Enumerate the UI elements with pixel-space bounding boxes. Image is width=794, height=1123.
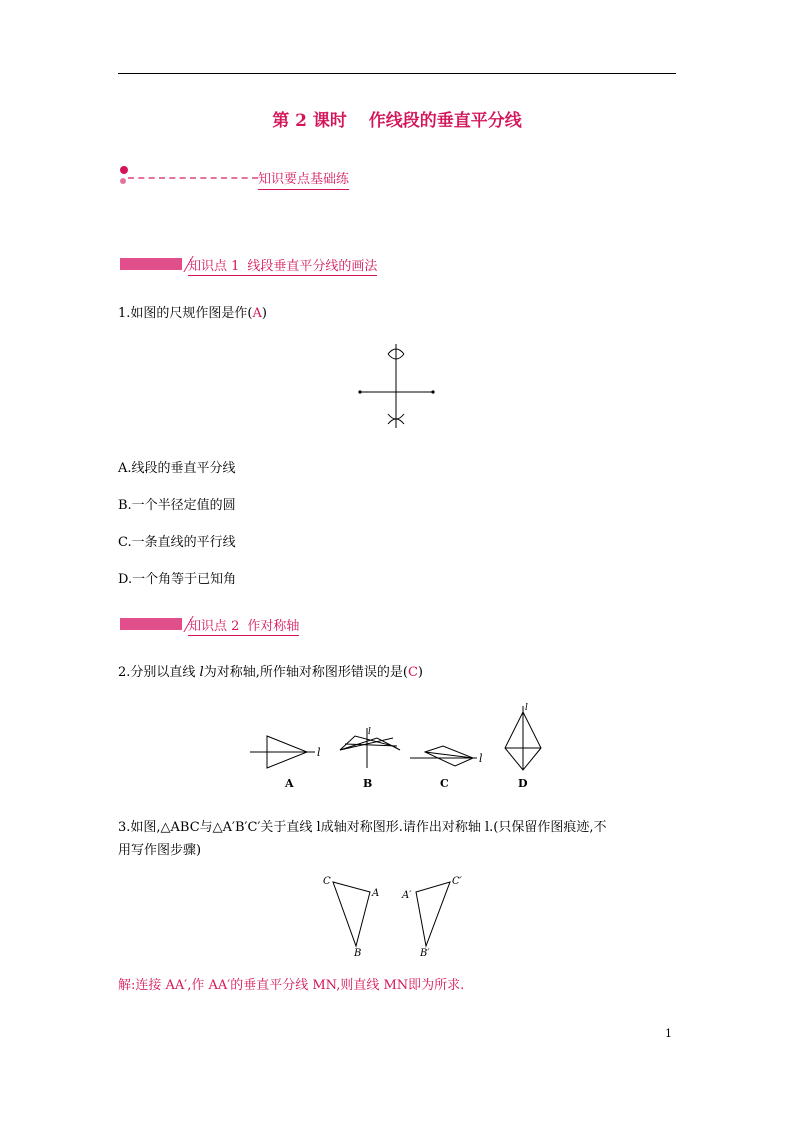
svg-text:l: l	[368, 727, 371, 737]
page-title	[0, 106, 794, 131]
option-d: D.一个角等于已知角	[118, 572, 237, 587]
svg-text:C′: C′	[452, 876, 462, 887]
question-1-stem: 1.如图的尺规作图是作(A)	[118, 306, 267, 321]
lesson-topic: 作线段的垂直平分线	[368, 111, 522, 131]
question-2-answer: C	[407, 665, 418, 680]
section-label: 知识要点基础练	[258, 168, 349, 190]
section-dashed-line	[128, 177, 258, 179]
question-2-stem: 2.分别以直线 l为对称轴,所作轴对称图形错误的是(C)	[118, 665, 423, 680]
figure-d	[505, 703, 541, 790]
kp-label: 知识点 2 作对称轴	[188, 615, 299, 636]
svg-text:B′: B′	[420, 948, 430, 959]
svg-text:l: l	[479, 752, 483, 765]
section-dots-icon	[120, 166, 128, 188]
option-c: C.一条直线的平行线	[118, 535, 236, 550]
kp-bar-icon	[120, 258, 182, 270]
svg-text:l: l	[525, 703, 528, 713]
question-2-figures	[245, 700, 565, 795]
question-3-figure	[318, 872, 478, 962]
kp-label: 知识点 1 线段垂直平分线的画法	[188, 255, 377, 276]
figure-label-d: D	[518, 777, 528, 790]
question-3-line-1: 3.如图,△ABC与△A′B′C′关于直线 l成轴对称图形.请作出对称轴 l.(只保留作图痕迹,不	[118, 820, 607, 835]
figure-label-c: C	[440, 777, 449, 790]
question-1-figure	[355, 340, 440, 432]
figure-a	[250, 736, 321, 790]
lesson-number: 第 2 课时	[272, 111, 347, 131]
svg-text:C: C	[323, 876, 331, 887]
page-number: 1	[665, 1027, 672, 1040]
figure-c	[410, 746, 483, 790]
figure-label-a: A	[285, 777, 294, 790]
question-3-line-2: 用写作图步骤)	[118, 843, 202, 858]
knowledge-point-2	[118, 615, 518, 635]
question-3-solution: 解:连接 AA′,作 AA′的垂直平分线 MN,则直线 MN即为所求.	[118, 978, 465, 993]
svg-text:B: B	[354, 948, 362, 959]
axis-label: l	[317, 746, 321, 759]
figure-b	[340, 727, 400, 790]
section-header	[118, 166, 418, 188]
kp-bar-icon	[120, 618, 182, 630]
top-rule	[118, 73, 676, 74]
option-b: B.一个半径定值的圆	[118, 498, 236, 513]
knowledge-point-1	[118, 255, 518, 275]
svg-text:A: A	[372, 888, 380, 899]
svg-text:A′: A′	[402, 890, 412, 901]
question-1-answer: A	[252, 306, 262, 321]
figure-label-b: B	[363, 777, 373, 790]
option-a: A.线段的垂直平分线	[118, 461, 236, 476]
